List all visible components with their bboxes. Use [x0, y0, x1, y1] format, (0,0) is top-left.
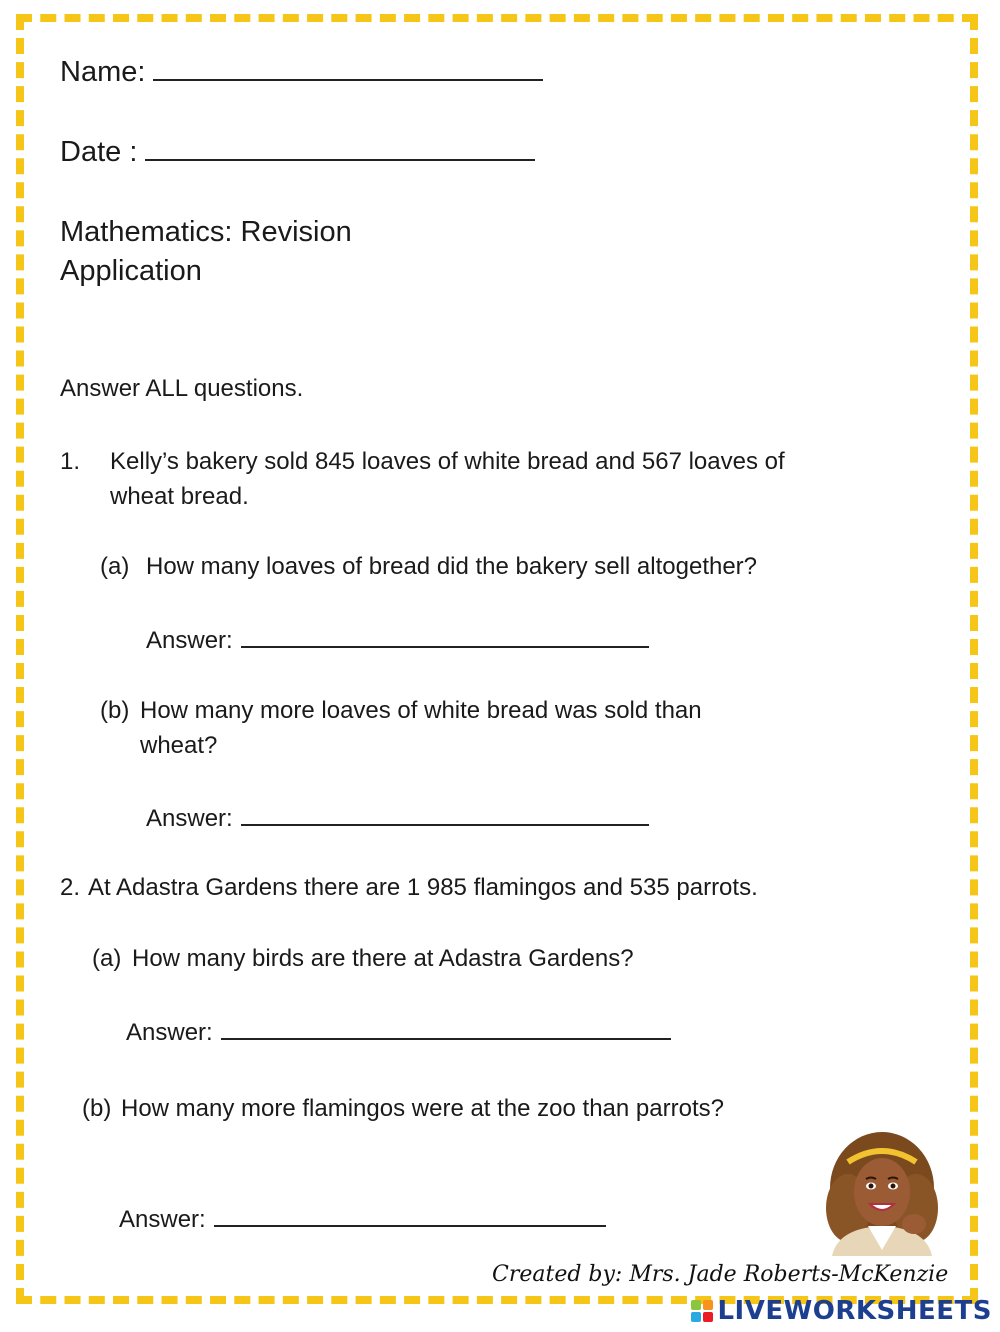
date-label: Date :: [60, 136, 138, 168]
instructions: Answer ALL questions.: [60, 375, 304, 402]
answer-line-1b[interactable]: [241, 802, 649, 826]
answer-label: Answer:: [146, 805, 233, 832]
question-1b-label: (b): [100, 697, 130, 724]
question-2b-text: How many more flamingos were at the zoo than parrots?: [121, 1095, 724, 1122]
question-2-text: At Adastra Gardens there are 1 985 flamingos and 535 parrots.: [88, 874, 758, 901]
question-1-number: 1.: [60, 448, 81, 475]
question-1-text-line-1: Kelly’s bakery sold 845 loaves of white bread and 567 loaves of: [110, 448, 785, 475]
question-1-text-line-2: wheat bread.: [110, 483, 249, 510]
liveworksheets-logo-icon: [691, 1300, 713, 1322]
answer-line-1a[interactable]: [241, 624, 649, 648]
question-2-number: 2.: [60, 874, 81, 901]
question-2a-label: (a): [92, 945, 122, 972]
answer-line-2b[interactable]: [214, 1203, 606, 1227]
liveworksheets-brand: LIVEWORKSHEETS: [717, 1296, 992, 1326]
name-answer-line[interactable]: [153, 57, 543, 81]
question-2a-text: How many birds are there at Adastra Gardens?: [132, 945, 634, 972]
subject-line-2: Application: [60, 255, 202, 287]
answer-row-1a: [146, 624, 649, 656]
teacher-avatar-icon: [818, 1128, 946, 1256]
answer-label: Answer:: [126, 1019, 213, 1046]
liveworksheets-footer[interactable]: [691, 1296, 992, 1326]
answer-label: Answer:: [146, 627, 233, 654]
answer-row-1b: [146, 802, 649, 834]
question-1b-text-line-2: wheat?: [140, 732, 218, 759]
answer-label: Answer:: [119, 1206, 206, 1233]
date-answer-line[interactable]: [145, 137, 535, 161]
question-1a-text: How many loaves of bread did the bakery sell altogether?: [146, 553, 758, 580]
question-1a-label: (a): [100, 553, 130, 580]
subject-line-1: Mathematics: Revision: [60, 216, 352, 248]
question-2b-label: (b): [82, 1095, 112, 1122]
date-row: [60, 134, 535, 170]
creator-credit: Created by: Mrs. Jade Roberts-McKenzie: [492, 1262, 949, 1287]
answer-line-2a[interactable]: [221, 1016, 671, 1040]
question-1b-text-line-1: How many more loaves of white bread was sold than: [140, 697, 702, 724]
name-label: Name:: [60, 56, 146, 88]
answer-row-2a: [126, 1016, 671, 1048]
name-row: [60, 54, 543, 90]
answer-row-2b: [119, 1203, 606, 1235]
